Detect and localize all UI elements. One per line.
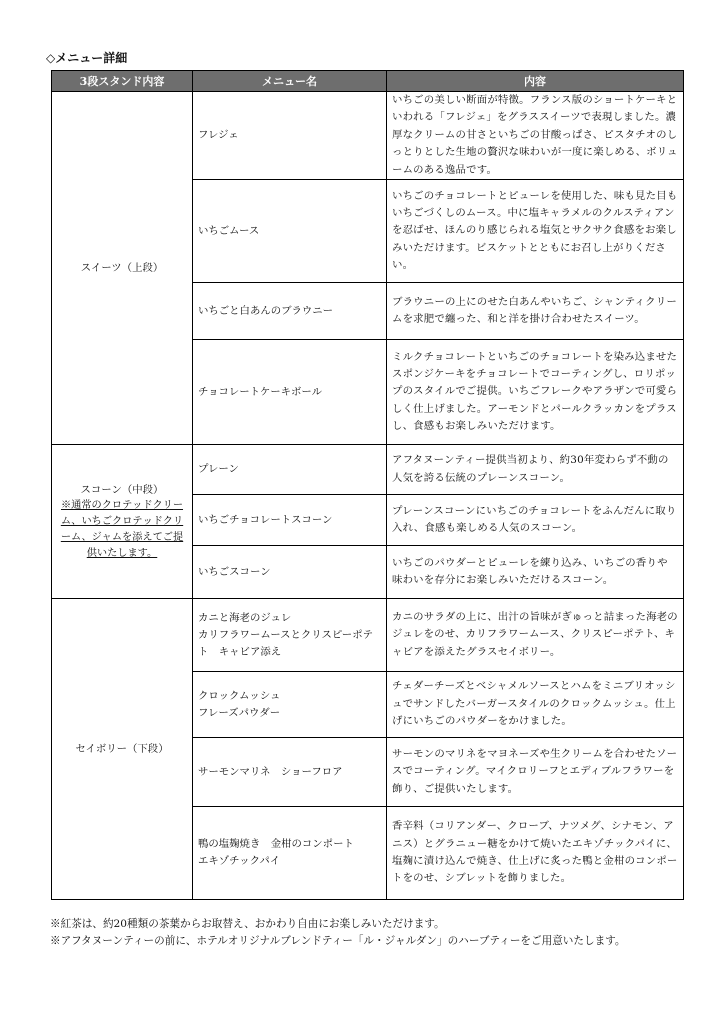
menu-name-cell — [193, 546, 387, 599]
header-tier: 3段スタンド内容 — [52, 71, 193, 92]
tier-label: スイーツ（上段） — [80, 262, 164, 275]
menu-name-line: カリフラワームースとクリスピーポテト キャビア添え — [198, 628, 373, 658]
tier-cell — [52, 92, 193, 445]
menu-description: 香辛料（コリアンダー、クローブ、ナツメグ、シナモン、アニス）とグラニュー糖をかけて焼いたエキゾチックパイに、塩麹に漬け込んで焼き、仕上げに炙った鴨と金柑のコンポートをのせ、シブレットを飾りました。 — [387, 807, 684, 900]
tier-label: スコーン（中段） — [80, 483, 164, 496]
menu-description: カニのサラダの上に、出汁の旨味がぎゅっと詰まった海老のジュレをのせ、カリフラワームース、クリスピーポテト、キャビアを添えたグラスセイボリー。 — [387, 599, 684, 672]
footnote-tea: ※紅茶は、約20種類の茶葉からお取替え、おかわり自由にお楽しみいただけます。 — [50, 918, 445, 930]
menu-name-line: いちごと白あんのブラウニー — [198, 304, 334, 317]
header-menu-name: メニュー名 — [193, 71, 387, 92]
menu-description: サーモンのマリネをマヨネーズや生クリームを合わせたソースでコーティング。マイクロリーフとエディブルフラワーを飾り、ご提供いたします。 — [387, 738, 684, 807]
menu-name-cell — [193, 738, 387, 807]
menu-name-line: いちごチョコレートスコーン — [198, 513, 333, 526]
menu-row — [52, 92, 684, 180]
section-heading: ◇メニュー詳細 — [46, 51, 128, 65]
menu-row — [52, 599, 684, 672]
menu-name-line: フレーズパウダー — [198, 706, 281, 719]
menu-name-line: いちごスコーン — [198, 565, 271, 578]
menu-name-cell — [193, 92, 387, 180]
menu-row — [52, 445, 684, 495]
menu-description: いちごのパウダーとピューレを練り込み、いちごの香りや味わいを存分にお楽しみいただけるスコーン。 — [387, 546, 684, 599]
menu-description: プレーンスコーンにいちごのチョコレートをふんだんに取り入れ、食感も楽しめる人気のスコーン。 — [387, 495, 684, 546]
menu-description: ミルクチョコレートといちごのチョコレートを染み込ませたスポンジケーキをチョコレートでコーティングし、ロリポップのスタイルでご提供。いちごフレークやアラザンで可愛らしく仕上げました。アーモンドとパールクラッカンをプラスし、食感もお楽しみいただけます。 — [387, 340, 684, 445]
menu-name-cell — [193, 672, 387, 738]
menu-description: いちごのチョコレートとピューレを使用した、味も見た目もいちごづくしのムース。中に塩キャラメルのクルスティアンを忍ばせ、ほんのり感じられる塩気とサクサク食感をお楽しみいただけます。ビスケットとともにお召し上がりください。 — [387, 180, 684, 283]
menu-description: ブラウニーの上にのせた白あんやいちご、シャンティクリームを求肥で纏った、和と洋を掛け合わせたスイーツ。 — [387, 283, 684, 340]
footnote-herbal-tea: ※アフタヌーンティーの前に、ホテルオリジナルブレンドティー「ル・ジャルダン」のハーブティーをご用意いたします。 — [50, 935, 626, 947]
menu-description: いちごの美しい断面が特徴。フランス版のショートケーキといわれる「フレジェ」をグラススイーツで表現しました。濃厚なクリームの甘さといちごの甘酸っぱさ、ピスタチオのしっとりとした生地の贅沢な味わいが一度に楽しめる、ボリュームのある逸品です。 — [387, 92, 684, 180]
menu-name-line: 鴨の塩麹焼き 金柑のコンポート — [198, 838, 354, 851]
menu-name-line: クロックムッシュ — [198, 689, 281, 702]
menu-name-line: いちごムース — [198, 224, 260, 237]
menu-name-line: プレーン — [198, 463, 239, 476]
header-content: 内容 — [387, 71, 684, 92]
menu-description: チェダーチーズとベシャメルソースとハムをミニブリオッシュでサンドしたバーガースタイルのクロックムッシュ。仕上げにいちごのパウダーをかけました。 — [387, 672, 684, 738]
tier-cell — [52, 599, 193, 900]
menu-description: アフタヌーンティー提供当初より、約30年変わらず不動の人気を誇る伝統のプレーンスコーン。 — [387, 445, 684, 495]
menu-name-line: フレジェ — [198, 129, 239, 142]
menu-name-cell — [193, 283, 387, 340]
menu-name-cell — [193, 180, 387, 283]
header-row — [52, 71, 684, 92]
menu-name-cell — [193, 495, 387, 546]
menu-name-line: サーモンマリネ ショーフロア — [198, 765, 343, 778]
menu-name-line: チョコレートケーキボール — [198, 385, 322, 398]
footnotes — [50, 916, 690, 950]
tier-cell — [52, 445, 193, 599]
menu-name-cell — [193, 340, 387, 445]
tier-note: ※通常のクロテッドクリーム、いちごクロテッドクリーム、ジャムを添えてご提供いたします。 — [60, 499, 184, 559]
tier-label: セイボリー（下段） — [75, 743, 169, 756]
menu-name-cell — [193, 599, 387, 672]
menu-table — [51, 70, 684, 900]
menu-name-line: カニと海老のジュレ — [198, 611, 292, 624]
menu-name-line: エキゾチックパイ — [198, 855, 281, 868]
menu-name-cell — [193, 807, 387, 900]
menu-name-cell — [193, 445, 387, 495]
